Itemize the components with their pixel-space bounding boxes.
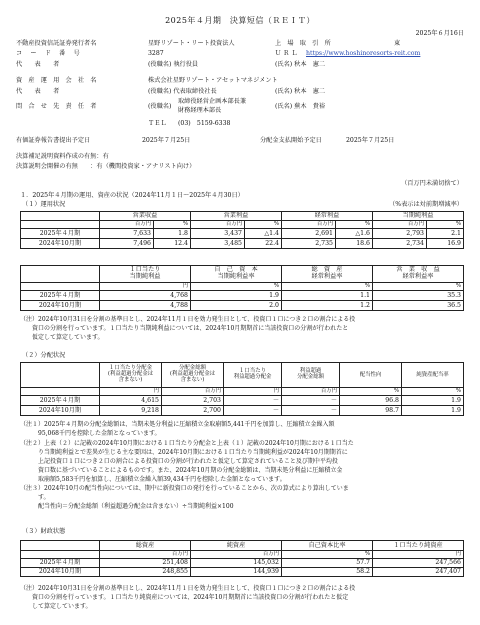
contact-role-line1: 取締役経営企画本部長兼 (178, 98, 247, 105)
unit-cell: 円 (224, 388, 282, 396)
table-row (21, 229, 464, 239)
value-cell: 3,485 (191, 239, 245, 249)
exchange-label: 上 場 取 引 所 (275, 40, 331, 47)
value-cell: － (282, 406, 340, 416)
report-date: 2025年６月16日 (415, 30, 464, 37)
header-net-assets: 純資産 (191, 541, 282, 551)
unit-cell: % (245, 221, 282, 229)
financial-position-heading: （３）財政状態 (22, 528, 66, 535)
dist-start-label: 分配金支払開始予定日 (260, 137, 322, 144)
header-ordinary-income: 経常利益 (282, 212, 373, 221)
value-cell: 2,703 (162, 396, 224, 406)
unit-cell: 百万円 (100, 221, 154, 229)
am-rep-label: 代 表 者 (16, 88, 60, 95)
rep-role: (役職名) 執行役員 (148, 61, 199, 68)
value-cell: 98.7 (340, 406, 402, 416)
unit-cell: % (402, 388, 464, 396)
issuer-name: 星野リゾート・リート投資法人 (148, 40, 235, 47)
header-total-dist: 分配金総額 (利益超過分配金は 含まない) (162, 363, 224, 388)
value-cell: 247,566 (373, 559, 464, 568)
table-row (21, 559, 464, 568)
value-cell: 248,855 (100, 568, 191, 577)
row-label: 2024年10月期 (21, 406, 100, 416)
report-filing-date: 2025年７月25日 (142, 137, 191, 144)
header-excess-total: 利益超過 分配金総額 (282, 363, 340, 388)
note-line: （注３）2024年10月の配当性向については、期中に新投資口の発行を行っていることから、次の算式により算出していま (20, 485, 349, 492)
row-label: 2024年10月期 (21, 301, 100, 311)
header-excess-dps: １口当たり 利益超過分配金 (224, 363, 282, 388)
row-label: 2025年４月期 (21, 559, 100, 568)
unit-cell: 百万円 (373, 221, 427, 229)
issuer-label: 不動産投資信託証券発行者名 (16, 40, 97, 47)
table-row (21, 291, 464, 301)
tel-label: ＴＥＬ (148, 120, 167, 127)
table-row (21, 239, 464, 249)
value-cell: － (224, 396, 282, 406)
rep-label: 代 表 者 (16, 61, 60, 68)
unit-cell: 百万円 (100, 551, 191, 559)
unit-cell: % (154, 221, 191, 229)
distribution-table (20, 362, 464, 416)
note-line: して算定しています。 (20, 603, 92, 610)
am-label: 資 産 運 用 会 社 名 (16, 77, 97, 84)
briefing-session: 決算説明会開催の有無 ：有（機関投資家・アナリスト向け） (16, 163, 196, 170)
operations-heading: （１）運用状況 (22, 201, 66, 208)
exchange-value: 東 (394, 40, 401, 47)
value-cell: 22.4 (245, 239, 282, 249)
header-dps: １口当たり分配金 (利益超過分配金は 含まない) (100, 363, 162, 388)
value-cell: 35.3 (373, 291, 464, 301)
code-value: 3287 (148, 50, 164, 57)
value-cell: 96.8 (340, 396, 402, 406)
note-line: す。 (20, 494, 50, 501)
value-cell: △1.4 (245, 229, 282, 239)
value-cell: － (282, 396, 340, 406)
header-roa: 総 資 産 経常利益率 (282, 266, 373, 283)
unit-cell: 百万円 (191, 551, 282, 559)
unit-cell: % (373, 283, 464, 291)
rep-name: (氏名) 秋本 憲二 (275, 61, 326, 68)
section-1-heading: １．2025年４月期の運用、資産の状況（2024年11月１日～2025年４月30日） (20, 192, 244, 199)
note-line: 資口数に基づいていることによるものです。また、2024年10月期の分配金総額は、当期未処分利益に圧縮積立金 (20, 467, 343, 474)
row-label: 2024年10月期 (21, 568, 100, 577)
header-roe: 自 己 資 本 当期純利益率 (191, 266, 282, 283)
note-line: 95,068千円を控除した金額となっています。 (20, 430, 161, 437)
value-cell: 7,633 (100, 229, 154, 239)
note-line: 資口の分割を行っています。１口当たり純資産については、2024年10月期期首に当該投資口の分割が行われたと仮定 (20, 594, 349, 601)
unit-cell: % (282, 283, 373, 291)
row-label: 2024年10月期 (21, 239, 100, 249)
table-row (21, 301, 464, 311)
value-cell: 2,735 (282, 239, 336, 249)
value-cell: 57.7 (282, 559, 373, 568)
unit-cell: % (282, 551, 373, 559)
note-line: 仮定して算定しています。 (20, 334, 104, 341)
am-rep-role: (役職名) 代表取締役社長 (148, 88, 217, 95)
value-cell: 1.9 (191, 291, 282, 301)
report-filing-label: 有価証券報告書提出予定日 (16, 137, 91, 144)
note-line: （注）2024年10月31日を分割の基準日とし、2024年11月１日を効力発生日として、投資口１口につき２口の割合による投 (20, 316, 356, 323)
unit-cell: % (336, 221, 373, 229)
unit-cell: 円 (373, 551, 464, 559)
note-line: 取崩額5,583千円を加算し、圧縮積立金繰入額39,434千円を控除した金額となっています。 (20, 476, 286, 483)
header-margin: 営 業 収 益 経常利益率 (373, 266, 464, 283)
value-cell: 2,691 (282, 229, 336, 239)
header-eps: １口当たり 当期純利益 (100, 266, 191, 283)
financial-position-table (20, 540, 464, 577)
table-row (21, 396, 464, 406)
am-rep-name: (氏名) 秋本 憲二 (275, 88, 326, 95)
value-cell: △1.6 (336, 229, 373, 239)
note-line: （注）2024年10月31日を分割の基準日とし、2024年11月１日を効力発生日として、投資口１口につき２口の割合による投 (20, 585, 356, 592)
value-cell: 2,734 (373, 239, 427, 249)
value-cell: 9,218 (100, 406, 162, 416)
code-label: コ ー ド 番 号 (16, 50, 81, 57)
row-label: 2025年４月期 (21, 229, 100, 239)
value-cell: 2,793 (373, 229, 427, 239)
value-cell: 2.1 (427, 229, 464, 239)
row-label: 2025年４月期 (21, 396, 100, 406)
unit-cell: 百万円 (282, 388, 340, 396)
value-cell: 4,768 (100, 291, 191, 301)
value-cell: 18.6 (336, 239, 373, 249)
value-cell: 145,032 (191, 559, 282, 568)
value-cell: － (224, 406, 282, 416)
value-cell: 36.5 (373, 301, 464, 311)
value-cell: 16.9 (427, 239, 464, 249)
value-cell: 3,437 (191, 229, 245, 239)
note-line: 配当性向＝分配金総額（利益超過分配金は含まない）÷当期純利益×100 (20, 503, 234, 510)
note-line: （注１）2025年４月期の分配金総額は、当期未処分利益に圧縮積立金取崩額5,441千円を加算し、圧縮積立金繰入額 (20, 421, 335, 428)
value-cell: 2,700 (162, 406, 224, 416)
unit-cell: % (340, 388, 402, 396)
value-cell: 4,788 (100, 301, 191, 311)
value-cell: 2.0 (191, 301, 282, 311)
supplement-material: 決算補足説明資料作成の有無：有 (16, 153, 109, 160)
contact-label: 問 合 せ 先 責 任 者 (16, 103, 97, 110)
unit-cell: 百万円 (162, 388, 224, 396)
unit-cell: 百万円 (191, 221, 245, 229)
unit-cell: % (427, 221, 464, 229)
contact-role-label: (役職名) (148, 103, 172, 110)
unit-note: （百万円未満切捨て） (401, 180, 463, 187)
value-cell: 144,939 (191, 568, 282, 577)
value-cell: 1.2 (282, 301, 373, 311)
distribution-heading: （２）分配状況 (22, 352, 66, 359)
header-operating-income: 営業利益 (191, 212, 282, 221)
value-cell: 4,615 (100, 396, 162, 406)
value-cell: 1.9 (402, 406, 464, 416)
unit-cell: 円 (100, 283, 191, 291)
value-cell: 251,408 (100, 559, 191, 568)
operations-note: （%表示は対前期増減率） (389, 201, 463, 208)
unit-cell: 百万円 (282, 221, 336, 229)
header-net-income: 当期純利益 (373, 212, 464, 221)
note-line: 上記投資口１口につき２口の割合による投資口の分割が行われたと仮定して算定されていること及び期中平均投 (20, 458, 338, 465)
am-name: 株式会社星野リゾート・アセットマネジメント (148, 77, 278, 84)
per-unit-table (20, 265, 464, 311)
header-equity-ratio: 自己資本比率 (282, 541, 373, 551)
header-operating-revenue: 営業収益 (100, 212, 191, 221)
header-total-assets: 総資産 (100, 541, 191, 551)
header-payout-ratio: 配当性向 (340, 363, 402, 388)
header-dist-to-equity: 純資産配当率 (402, 363, 464, 388)
note-line: （注２）上表（２）に記載の2024年10月期における１口当たり分配金と上表（１）記載の2024年10月期における１口当た (20, 440, 354, 447)
value-cell: 1.1 (282, 291, 373, 301)
unit-cell: % (191, 283, 282, 291)
value-cell: 1.9 (402, 396, 464, 406)
unit-cell: 円 (100, 388, 162, 396)
value-cell: 12.4 (154, 239, 191, 249)
header-nav-per-unit: １口当たり純資産 (373, 541, 464, 551)
note-line: り当期純利益とで差異が生じる主な要因は、2024年10月期における１口当たり当期純利益が2024年10月期期首に (20, 449, 348, 456)
row-label: 2025年４月期 (21, 291, 100, 301)
contact-role-line2: 財務経理本部長 (178, 107, 222, 114)
value-cell: 7,496 (100, 239, 154, 249)
table-row (21, 568, 464, 577)
dist-start-date: 2025年７月25日 (346, 137, 395, 144)
url-label: Ｕ Ｒ Ｌ (275, 50, 298, 57)
value-cell: 58.2 (282, 568, 373, 577)
tel-value: (03) 5159-6338 (178, 120, 231, 127)
value-cell: 247,407 (373, 568, 464, 577)
url-link[interactable]: https://www.hoshinoresorts-reit.com (306, 50, 421, 57)
note-line: 資口の分割を行っています。１口当たり当期純利益については、2024年10月期期首に当該投資口の分割が行われたと (20, 325, 349, 332)
table-row (21, 406, 464, 416)
value-cell: 1.8 (154, 229, 191, 239)
page-title: 2025年４月期 決算短信（ＲＥＩＴ） (165, 16, 315, 25)
operations-table (20, 211, 464, 249)
contact-name: (氏名) 蕪木 貴裕 (275, 103, 326, 110)
